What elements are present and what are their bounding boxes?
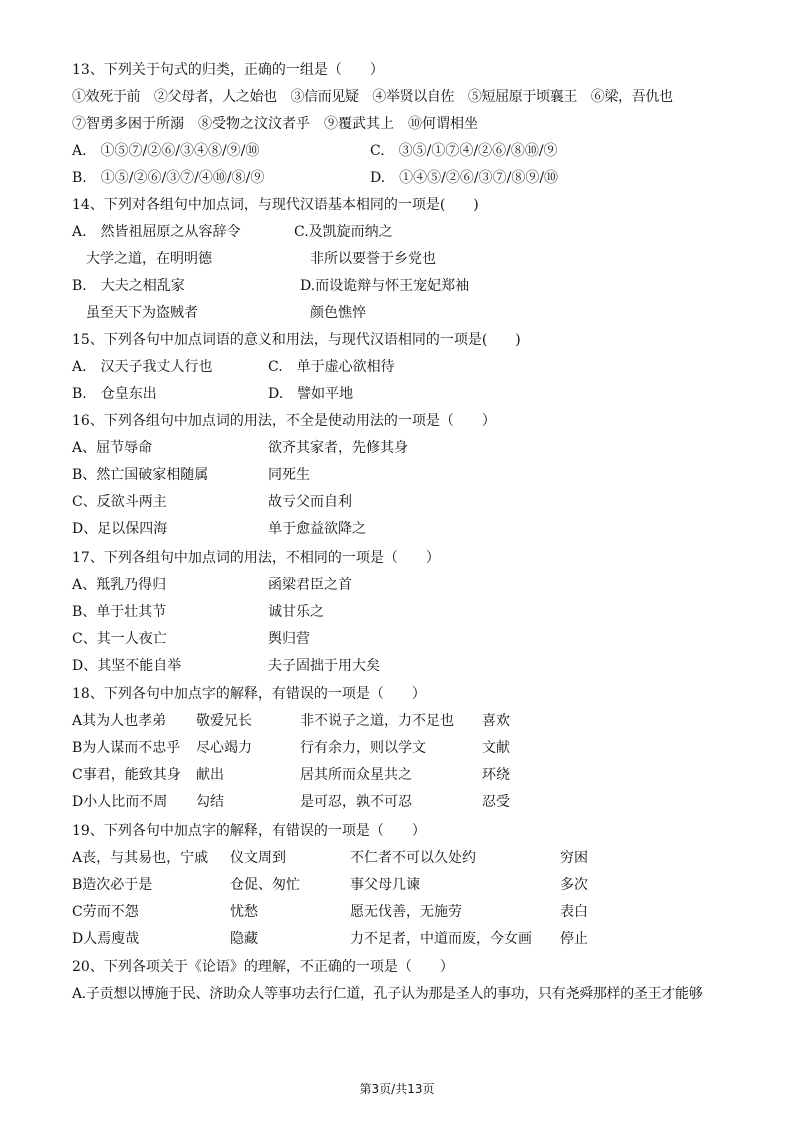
q13-option-d: D. ①④⑤/②⑥/③⑦/⑧⑨/⑩ bbox=[370, 170, 559, 186]
q15-option-b: B. 仓皇东出 bbox=[72, 386, 157, 402]
q17-a-sentence2: 函梁君臣之首 bbox=[268, 577, 352, 593]
q19-stem: 19、下列各句中加点字的解释，有错误的一项是（ ） bbox=[72, 823, 426, 839]
q19-c-sentence1: C劳而不怨 bbox=[72, 904, 139, 920]
q15-stem: 15、下列各句中加点词语的意义和用法，与现代汉语相同的一项是( ) bbox=[72, 332, 521, 348]
q18-stem: 18、下列各句中加点字的解释，有错误的一项是（ ） bbox=[72, 686, 426, 702]
q15-option-c: C. 单于虚心欲相待 bbox=[268, 359, 395, 375]
q17-d-sentence1: D、其坚不能自举 bbox=[72, 658, 182, 674]
q14-option-b-line1: B. 大夫之相乱家 bbox=[72, 278, 185, 294]
q19-d-gloss1: 隐藏 bbox=[230, 931, 258, 947]
q19-c-gloss1: 忧愁 bbox=[230, 904, 258, 920]
q19-d-sentence1: D人焉廋哉 bbox=[72, 931, 140, 947]
q17-a-sentence1: A、羝乳乃得归 bbox=[72, 577, 167, 593]
q14-option-b-line2: 虽至天下为盗贼者 bbox=[86, 305, 198, 321]
q17-d-sentence2: 夫子固拙于用大矣 bbox=[268, 658, 380, 674]
q17-b-sentence2: 诚甘乐之 bbox=[268, 604, 324, 620]
q19-b-sentence1: B造次必于是 bbox=[72, 877, 153, 893]
q19-a-sentence2: 不仁者不可以久处约 bbox=[350, 850, 476, 866]
q19-a-sentence1: A丧，与其易也，宁戚 bbox=[72, 850, 209, 866]
q16-stem: 16、下列各组句中加点词的用法，不全是使动用法的一项是（ ） bbox=[72, 413, 496, 429]
q17-stem: 17、下列各组句中加点词的用法，不相同的一项是（ ） bbox=[72, 550, 440, 566]
q19-d-sentence2: 力不足者，中道而废，今女画 bbox=[350, 931, 532, 947]
q19-a-gloss1: 仪文周到 bbox=[230, 850, 286, 866]
q18-c-gloss1: 献出 bbox=[196, 767, 224, 783]
q18-b-sentence1: B为人谋而不忠乎 bbox=[72, 740, 181, 756]
q17-b-sentence1: B、单于壮其节 bbox=[72, 604, 167, 620]
q16-b-sentence1: B、然亡国破家相随属 bbox=[72, 467, 209, 483]
q17-c-sentence2: 舆归营 bbox=[268, 631, 310, 647]
q18-a-sentence2: 非不说子之道，力不足也 bbox=[300, 713, 454, 729]
q18-c-sentence1: C事君，能致其身 bbox=[72, 767, 181, 783]
q15-option-a: A. 汉天子我丈人行也 bbox=[72, 359, 213, 375]
q18-b-sentence2: 行有余力，则以学文 bbox=[300, 740, 426, 756]
q13-stem: 13、下列关于句式的归类，正确的一组是（ ） bbox=[72, 62, 384, 78]
q13-option-b: B. ①⑤/②⑥/③⑦/④⑩/⑧/⑨ bbox=[72, 170, 265, 186]
q16-d-sentence1: D、足以保四海 bbox=[72, 521, 168, 537]
q13-option-c: C. ③⑤/①⑦④/②⑥/⑧⑩/⑨ bbox=[370, 143, 558, 159]
q16-a-sentence1: A、屈节辱命 bbox=[72, 440, 153, 456]
q20-stem: 20、下列各项关于《论语》的理解，不正确的一项是（ ） bbox=[72, 959, 454, 975]
q14-option-d-line2: 颜色憔悴 bbox=[310, 305, 366, 321]
q13-option-a: A. ①⑤⑦/②⑥/③④⑧/⑨/⑩ bbox=[72, 143, 260, 159]
q16-d-sentence2: 单于愈益欲降之 bbox=[268, 521, 366, 537]
q18-d-gloss2: 忍受 bbox=[482, 794, 510, 810]
q14-option-c-line2: 非所以要誉于乡党也 bbox=[310, 251, 436, 267]
q20-option-a: A.子贡想以博施于民、济助众人等事功去行仁道，孔子认为那是圣人的事功，只有尧舜那样的圣王才能够 bbox=[72, 986, 703, 1002]
q19-c-gloss2: 表白 bbox=[560, 904, 588, 920]
q18-a-gloss1: 敬爱兄长 bbox=[196, 713, 252, 729]
q14-option-a-line2: 大学之道，在明明德 bbox=[86, 251, 212, 267]
q13-sentences-line1: ①效死于前 ②父母者，人之始也 ③信而见疑 ④举贤以自佐 ⑤短屈原于顷襄王 ⑥梁，吾仇也 bbox=[72, 89, 673, 105]
q15-option-d: D. 譬如平地 bbox=[268, 386, 354, 402]
q14-option-d-line1: D.而设诡辩与怀王宠妃郑袖 bbox=[300, 278, 470, 294]
q13-sentences-line2: ⑦智勇多困于所溺 ⑧受物之汶汶者乎 ⑨覆武其上 ⑩何谓相坐 bbox=[72, 116, 478, 132]
q18-b-gloss2: 文献 bbox=[482, 740, 510, 756]
q17-c-sentence1: C、其一人夜亡 bbox=[72, 631, 167, 647]
q18-c-gloss2: 环绕 bbox=[482, 767, 510, 783]
q19-c-sentence2: 愿无伐善，无施劳 bbox=[350, 904, 462, 920]
q16-c-sentence1: C、反欲斗两主 bbox=[72, 494, 167, 510]
q18-d-gloss1: 勾结 bbox=[196, 794, 224, 810]
q16-b-sentence2: 同死生 bbox=[268, 467, 310, 483]
q16-c-sentence2: 故亏父而自利 bbox=[268, 494, 352, 510]
q18-b-gloss1: 尽心竭力 bbox=[196, 740, 252, 756]
q18-c-sentence2: 居其所而众星共之 bbox=[300, 767, 412, 783]
q14-stem: 14、下列对各组句中加点词，与现代汉语基本相同的一项是( ) bbox=[72, 197, 479, 213]
q16-a-sentence2: 欲齐其家者，先修其身 bbox=[268, 440, 408, 456]
q19-b-sentence2: 事父母几谏 bbox=[350, 877, 420, 893]
q18-d-sentence1: D小人比而不周 bbox=[72, 794, 168, 810]
q19-b-gloss1: 仓促、匆忙 bbox=[230, 877, 300, 893]
q19-b-gloss2: 多次 bbox=[560, 877, 588, 893]
q19-d-gloss2: 停止 bbox=[560, 931, 588, 947]
q14-option-a-line1: A. 然皆祖屈原之从容辞令 bbox=[72, 224, 241, 240]
q18-d-sentence2: 是可忍，孰不可忍 bbox=[300, 794, 412, 810]
q18-a-gloss2: 喜欢 bbox=[482, 713, 510, 729]
q14-option-c-line1: C.及凯旋而纳之 bbox=[294, 224, 393, 240]
q19-a-gloss2: 穷困 bbox=[560, 850, 588, 866]
q18-a-sentence1: A其为人也孝弟 bbox=[72, 713, 167, 729]
page-number-footer: 第3页/共13页 bbox=[359, 1082, 435, 1096]
